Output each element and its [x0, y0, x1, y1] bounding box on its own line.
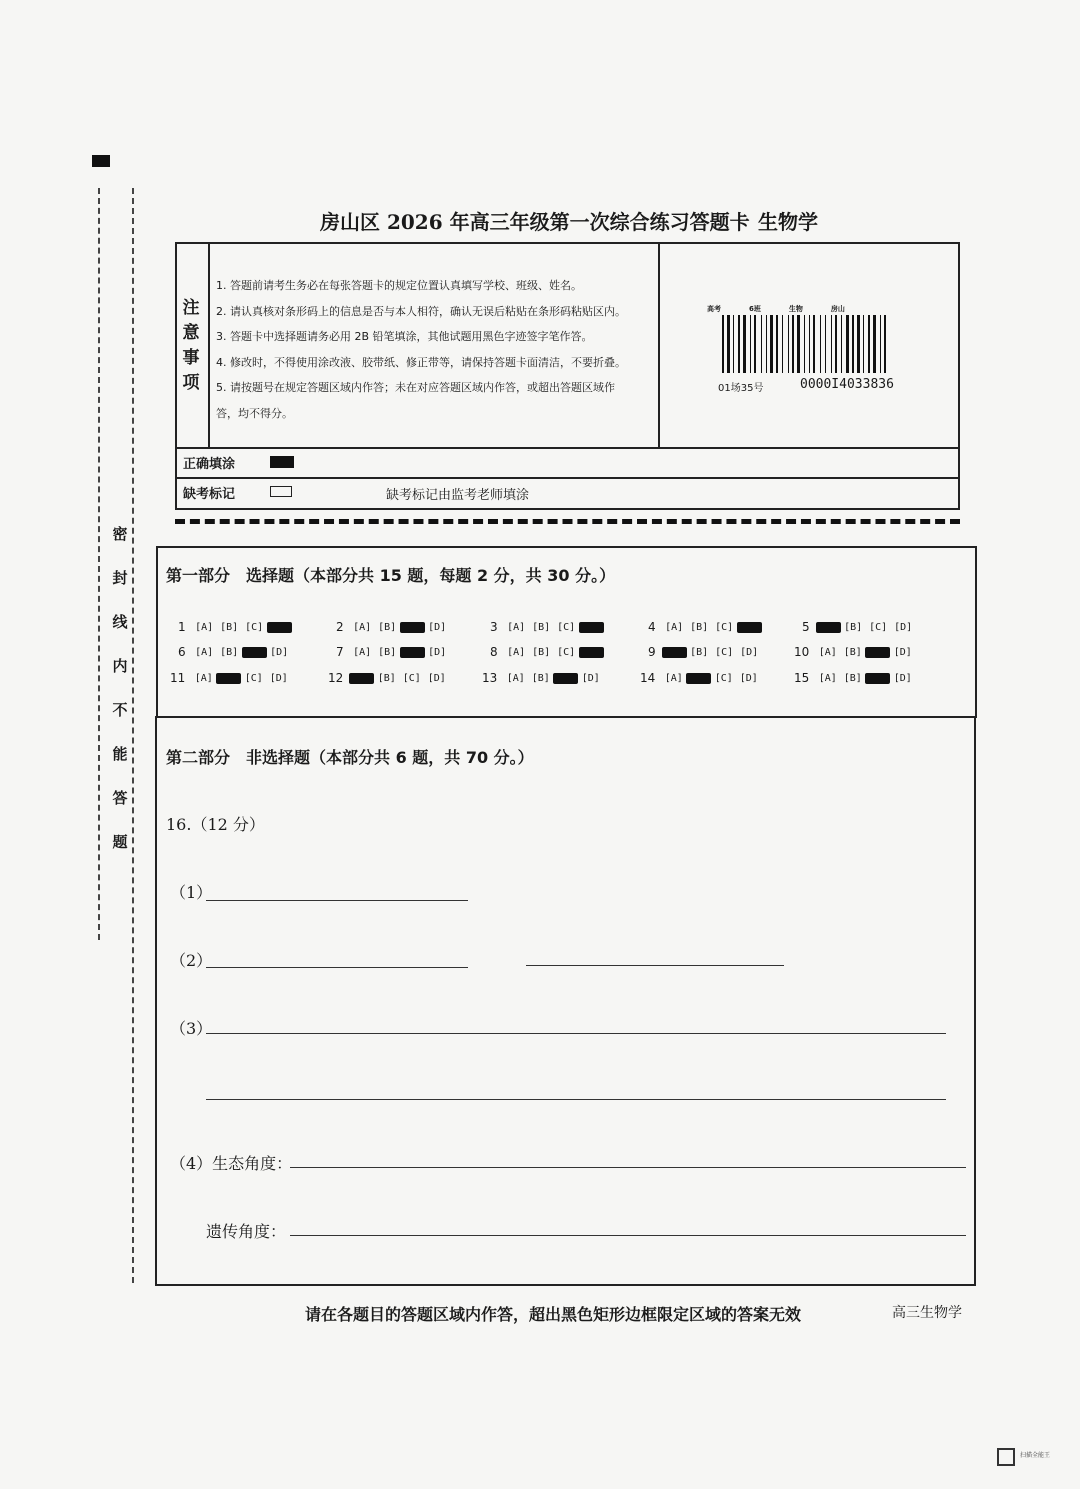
barcode-bar [770, 315, 773, 373]
barcode-bar [857, 315, 860, 373]
mc-option-a[interactable]: [A] [507, 621, 526, 633]
q16-part3-label: （3） [170, 1019, 213, 1038]
mc-option-a[interactable]: [A] [507, 646, 526, 658]
barcode-bar [782, 315, 783, 373]
barcode-bar [880, 315, 881, 373]
absent-note: 缺考标记由监考老师填涂 [386, 488, 530, 503]
seal-char: 线 [112, 613, 128, 631]
barcode-bar [825, 315, 826, 373]
answer-line[interactable] [206, 900, 468, 901]
mc-question-number: 10 [794, 645, 810, 659]
barcode-bar [738, 315, 740, 373]
mc-question-number: 6 [178, 645, 186, 659]
notice-label-char: 意 [182, 323, 200, 343]
mc-option-b[interactable]: [B] [843, 646, 862, 658]
mc-option-a[interactable]: [A] [818, 646, 837, 658]
mc-question [178, 645, 292, 659]
mc-option-c[interactable]: [C] [245, 621, 264, 633]
mc-option-b[interactable]: [B] [378, 646, 397, 658]
mc-question [490, 645, 604, 659]
mc-option-b[interactable]: [B] [532, 646, 551, 658]
seal-char: 内 [112, 657, 128, 675]
mc-option-a[interactable]: [A] [353, 621, 372, 633]
mc-option-d[interactable] [579, 622, 604, 633]
barcode [720, 315, 895, 377]
mc-option-a[interactable]: [A] [665, 621, 684, 633]
mc-question-number: 2 [336, 620, 344, 634]
scanner-logo-text: 扫描全能王 [1020, 1452, 1051, 1459]
mc-option-c[interactable] [865, 673, 890, 684]
mc-question-number: 5 [802, 620, 810, 634]
mc-option-c[interactable] [553, 673, 578, 684]
notice-label [180, 296, 202, 396]
mc-option-d[interactable] [579, 647, 604, 658]
notice-label-char: 项 [182, 373, 200, 393]
barcode-bar [792, 315, 794, 373]
mc-option-b[interactable]: [B] [378, 621, 397, 633]
mc-question [640, 671, 761, 685]
barcode-bar [797, 315, 800, 373]
answer-line[interactable] [206, 967, 468, 968]
seal-char: 题 [112, 833, 128, 851]
dashed-seal-line [132, 188, 134, 1283]
barcode-bar [820, 315, 821, 373]
barcode-bar [868, 315, 870, 373]
mc-option-b[interactable]: [B] [220, 646, 239, 658]
mc-question-number: 7 [336, 645, 344, 659]
notice-label-char: 事 [182, 348, 200, 368]
mc-option-a[interactable]: [A] [195, 621, 214, 633]
q16-part1-label: （1） [170, 883, 213, 902]
notice-label-char: 注 [182, 298, 200, 318]
barcode-bar [873, 315, 876, 373]
barcode-bar [788, 315, 789, 373]
mc-option-b[interactable]: [B] [377, 672, 396, 684]
mc-question [490, 620, 604, 634]
mc-option-b[interactable]: [B] [532, 621, 551, 633]
mc-option-d[interactable]: [D] [740, 646, 759, 658]
mc-question [802, 620, 916, 634]
mc-option-d[interactable]: [D] [739, 672, 758, 684]
seal-char: 能 [112, 745, 128, 763]
mc-question-number: 1 [178, 620, 186, 634]
mc-question [794, 671, 915, 685]
barcode-bar [846, 315, 849, 373]
mc-option-c[interactable] [400, 647, 425, 658]
mc-option-d[interactable]: [D] [428, 621, 447, 633]
mc-option-a[interactable]: [A] [664, 672, 683, 684]
barcode-bar [727, 315, 730, 373]
mc-option-b[interactable] [686, 673, 711, 684]
answer-line[interactable] [206, 1099, 946, 1100]
barcode-bar [809, 315, 810, 373]
mc-option-d[interactable] [737, 622, 762, 633]
barcode-bar [750, 315, 751, 373]
barcode-bar [841, 315, 842, 373]
q16-part4-ecology-label: （4）生态角度： [170, 1154, 293, 1173]
absent-label: 缺考标记 [183, 487, 236, 502]
barcode-bar [813, 315, 815, 373]
mc-option-c[interactable] [865, 647, 890, 658]
barcode-bar [733, 315, 734, 373]
barcode-bar [776, 315, 778, 373]
footer-warning: 请在各题目的答题区域内作答，超出黑色矩形边框限定区域的答案无效 [305, 1305, 802, 1324]
q16-part4-genetics-label: 遗传角度： [206, 1222, 287, 1241]
answer-line[interactable] [290, 1235, 966, 1236]
mc-option-a[interactable]: [A] [195, 646, 214, 658]
mc-option-d[interactable]: [D] [428, 646, 447, 658]
mc-question-number: 4 [648, 620, 656, 634]
mc-question-number: 9 [648, 645, 656, 659]
mc-option-a[interactable]: [A] [506, 672, 525, 684]
mc-option-c[interactable]: [C] [715, 646, 734, 658]
q16-header: 16.（12 分） [166, 815, 265, 834]
subject-label: 生物学 [758, 210, 818, 234]
mc-option-d[interactable]: [D] [894, 621, 913, 633]
seal-char: 封 [112, 569, 128, 587]
mc-option-d[interactable]: [D] [270, 646, 289, 658]
mc-question [178, 620, 292, 634]
notice-item: 2. 请认真核对条形码上的信息是否与本人相符，确认无误后粘贴在条形码粘贴区内。 [216, 304, 626, 318]
mc-option-c[interactable]: [C] [557, 621, 576, 633]
barcode-bar [754, 315, 756, 373]
mc-option-b[interactable] [216, 673, 241, 684]
notice-item: 5. 请按题号在规定答题区域内作答；未在对应答题区域内作答，或超出答题区域作 [216, 381, 615, 394]
page-title: 房山区 2026 年高三年级第一次综合练习答题卡 [320, 210, 750, 234]
barcode-label: 6班 [749, 305, 761, 313]
mc-question [648, 645, 762, 659]
barcode-bar [835, 315, 837, 373]
mc-option-a[interactable]: [A] [194, 672, 213, 684]
answer-line[interactable] [290, 1167, 966, 1168]
mc-question [794, 645, 915, 659]
barcode-bar [804, 315, 805, 373]
tear-line [175, 519, 960, 524]
mc-question-number: 14 [640, 671, 656, 685]
mc-option-a[interactable] [816, 622, 841, 633]
mc-option-c[interactable] [242, 647, 267, 658]
mc-question [336, 645, 450, 659]
answer-line[interactable] [526, 965, 784, 966]
mc-question-number: 8 [490, 645, 498, 659]
mc-option-d[interactable]: [D] [427, 672, 446, 684]
answer-line[interactable] [206, 1033, 946, 1034]
barcode-label: 房山 [830, 305, 845, 313]
mc-option-d[interactable]: [D] [581, 672, 600, 684]
mc-option-d[interactable]: [D] [269, 672, 288, 684]
barcode-bar [743, 315, 746, 373]
seat-number: 01场35号 [718, 383, 764, 394]
barcode-bar [852, 315, 854, 373]
barcode-bar [831, 315, 832, 373]
divider [175, 477, 960, 479]
mc-option-c[interactable]: [C] [244, 672, 263, 684]
scanner-logo-icon [997, 1448, 1015, 1466]
barcode-bar [863, 315, 864, 373]
seal-line-text [108, 512, 132, 864]
footer-subject: 高三生物学 [892, 1305, 962, 1321]
barcode-bar [884, 315, 886, 373]
mc-question-number: 3 [490, 620, 498, 634]
dashed-margin-line [98, 188, 100, 940]
mc-option-d[interactable]: [D] [893, 646, 912, 658]
barcode-bar [722, 315, 724, 373]
mc-option-d[interactable] [267, 622, 292, 633]
mc-option-b[interactable]: [B] [531, 672, 550, 684]
mc-question [336, 620, 450, 634]
mc-option-a[interactable] [662, 647, 687, 658]
notice-list [216, 273, 656, 426]
mc-question-number: 12 [328, 671, 344, 685]
mc-question [482, 671, 603, 685]
mc-question [328, 671, 449, 685]
mc-option-c[interactable]: [C] [714, 672, 733, 684]
barcode-labels [707, 304, 873, 314]
barcode-bar [761, 315, 762, 373]
notice-item: 3. 答题卡中选择题请务必用 2B 铅笔填涂，其他试题用黑色字迹签字笔作答。 [216, 330, 593, 343]
correct-fill-sample [270, 456, 294, 468]
mc-question-number: 15 [794, 671, 810, 685]
mc-option-a[interactable] [349, 673, 374, 684]
notice-item: 4. 修改时，不得使用涂改液、胶带纸、修正带等，请保持答题卡面清洁，不要折叠。 [216, 355, 626, 369]
mc-option-b[interactable]: [B] [690, 621, 709, 633]
mc-option-b[interactable]: [B] [690, 646, 709, 658]
correct-fill-label: 正确填涂 [183, 457, 236, 472]
absent-checkbox[interactable] [270, 486, 292, 497]
divider [175, 447, 960, 449]
mc-option-c[interactable]: [C] [715, 621, 734, 633]
seal-char: 不 [112, 701, 128, 719]
part2-title: 第二部分 非选择题（本部分共 6 题，共 70 分。） [166, 748, 534, 767]
mc-question [170, 671, 291, 685]
mc-option-b[interactable]: [B] [843, 672, 862, 684]
seal-char: 答 [112, 789, 128, 807]
mc-option-c[interactable]: [C] [402, 672, 421, 684]
mc-option-c[interactable]: [C] [869, 621, 888, 633]
notice-item: 答，均不得分。 [216, 406, 293, 420]
mc-option-d[interactable]: [D] [893, 672, 912, 684]
notice-item: 1. 答题前请考生务必在每张答题卡的规定位置认真填写学校、班级、姓名。 [216, 279, 582, 292]
barcode-label: 高考 [707, 305, 721, 313]
exam-number: 0000I4033836 [800, 377, 894, 392]
mc-option-c[interactable] [400, 622, 425, 633]
registration-mark [92, 155, 110, 167]
part1-title: 第一部分 选择题（本部分共 15 题，每题 2 分，共 30 分。） [166, 566, 616, 585]
divider [208, 244, 210, 448]
barcode-label: 生物 [788, 305, 803, 313]
mc-option-a[interactable]: [A] [818, 672, 837, 684]
part2-box [155, 716, 976, 1286]
mc-question-number: 11 [170, 671, 186, 685]
mc-option-a[interactable]: [A] [353, 646, 372, 658]
mc-option-c[interactable]: [C] [557, 646, 576, 658]
barcode-bar [766, 315, 767, 373]
mc-option-b[interactable]: [B] [220, 621, 239, 633]
seal-char: 密 [112, 525, 128, 543]
mc-option-b[interactable]: [B] [844, 621, 863, 633]
mc-question-number: 13 [482, 671, 498, 685]
mc-question [648, 620, 762, 634]
q16-part2-label: （2） [170, 951, 213, 970]
divider [658, 244, 660, 448]
